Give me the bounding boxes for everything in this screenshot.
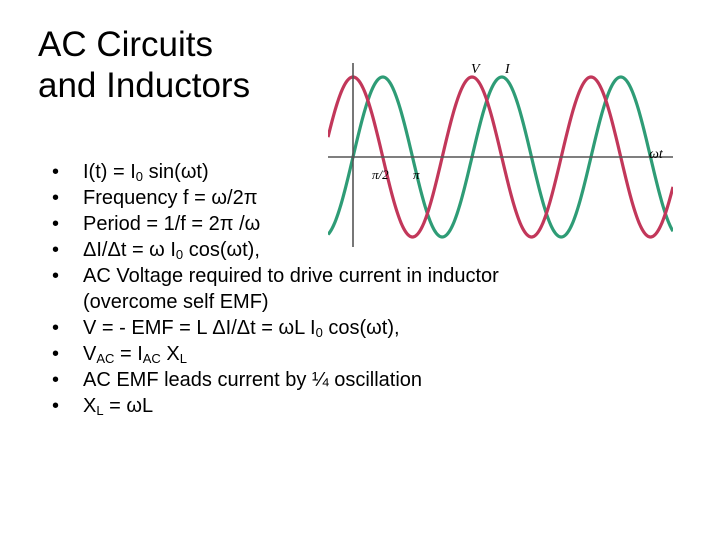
subscript: AC [142,351,161,366]
bullet-ac-voltage-required [52,263,512,315]
bullet-frequency [52,185,512,211]
subscript: L [96,403,104,418]
tick-label-pi-half: π/2 [372,167,389,182]
subscript: 0 [135,169,144,184]
voltage-axis-label: V [471,62,480,77]
bullet-list [52,159,512,419]
bullet-text: ΔI/Δt = ω I [83,239,176,261]
bullet-text: cos(ωt), [183,239,260,261]
slide-title-line-1: AC Circuits [38,25,214,64]
bullet-voltage-equation [52,315,512,341]
subscript: L [179,351,187,366]
bullet-emf-leads [52,367,512,393]
bullet-text: X [160,343,180,365]
slide-title-line-2: and Inductors [38,66,251,105]
tick-label-pi: π [413,167,420,182]
slide-title [38,24,338,106]
bullet-text: = ωL [103,395,154,417]
bullet-text: Frequency f = ω/2π [83,187,258,209]
bullet-text: = I [114,343,143,365]
bullet-vac-equation [52,341,512,367]
bullet-current-equation [52,159,512,185]
bullet-text: AC Voltage required to drive current in inductor (overcome self EMF) [83,265,499,313]
bullet-current-derivative [52,237,512,263]
bullet-reactance [52,393,512,419]
bullet-text: sin(ωt) [143,161,209,183]
bullet-text: cos(ωt), [322,317,400,339]
omega-t-axis-label: ωt [649,147,663,162]
bullet-text: I(t) = I [83,161,136,183]
subscript: 0 [175,247,184,262]
bullet-text: V [83,343,97,365]
bullet-text: AC EMF leads current by ¼ oscillation [83,369,423,391]
current-axis-label: I [505,62,510,77]
subscript: 0 [315,325,323,340]
subscript: AC [96,351,115,366]
bullet-period [52,211,512,237]
bullet-text: Period = 1/f = 2π /ω [83,213,261,235]
bullet-text: V = - EMF = L ΔI/Δt = ωL I [83,317,316,339]
bullet-text: X [83,395,97,417]
